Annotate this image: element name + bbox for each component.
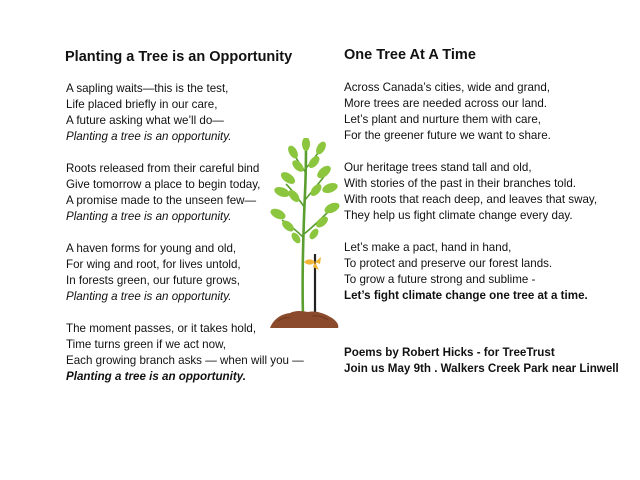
- stanza: [344, 160, 634, 224]
- poem-line: Across Canada’s cities, wide and grand,: [344, 81, 551, 94]
- right-poem-title: One Tree At A Time: [344, 47, 476, 63]
- poem-line: More trees are needed across our land.: [344, 97, 548, 110]
- poem-line: Planting a tree is an opportunity.: [66, 130, 232, 143]
- stanza: [344, 80, 634, 144]
- left-poem-title: Planting a Tree is an Opportunity: [65, 49, 293, 65]
- poem-line: Let’s make a pact, hand in hand,: [344, 241, 512, 254]
- poem-line: Roots released from their careful bind: [66, 162, 260, 175]
- poem-line: Planting a tree is an opportunity.: [66, 290, 232, 303]
- poem-line: Give tomorrow a place to begin today,: [66, 178, 261, 191]
- poem-line: Let’s plant and nurture them with care,: [344, 113, 541, 126]
- poem-line: Our heritage trees stand tall and old,: [344, 161, 532, 174]
- poem-line: Each growing branch asks — when will you —: [66, 354, 304, 367]
- poem-line: For the greener future we want to share.: [344, 129, 551, 142]
- poem-line: With roots that reach deep, and leaves that sway,: [344, 193, 598, 206]
- sapling-icon: [268, 138, 340, 332]
- poem-line: A future asking what we’ll do—: [66, 114, 224, 127]
- tie-ribbon: [304, 257, 321, 270]
- right-poem-body: [344, 80, 634, 320]
- stanza: [344, 240, 634, 304]
- stanza: [66, 81, 326, 145]
- poem-line: Life placed briefly in our care,: [66, 98, 218, 111]
- poem-line: Time turns green if we act now,: [66, 338, 227, 351]
- poem-line: To protect and preserve our forest lands.: [344, 257, 553, 270]
- poem-line: A promise made to the unseen few—: [66, 194, 257, 207]
- poem-line: A haven forms for young and old,: [66, 242, 237, 255]
- credits: [344, 345, 619, 377]
- poem-line: Let’s fight climate change one tree at a time.: [344, 289, 588, 302]
- poem-line: Planting a tree is an opportunity.: [66, 210, 232, 223]
- poem-line: In forests green, our future grows,: [66, 274, 240, 287]
- poem-line: To grow a future strong and sublime -: [344, 273, 536, 286]
- credits-author: Poems by Robert Hicks - for TreeTrust: [344, 346, 555, 359]
- poem-line: The moment passes, or it takes hold,: [66, 322, 257, 335]
- poem-line: Planting a tree is an opportunity.: [66, 370, 246, 383]
- poem-line: With stories of the past in their branches told.: [344, 177, 576, 190]
- poem-line: For wing and root, for lives untold,: [66, 258, 241, 271]
- poem-line: They help us fight climate change every day.: [344, 209, 573, 222]
- credits-event: Join us May 9th . Walkers Creek Park near Linwell: [344, 362, 619, 375]
- poem-line: A sapling waits—this is the test,: [66, 82, 229, 95]
